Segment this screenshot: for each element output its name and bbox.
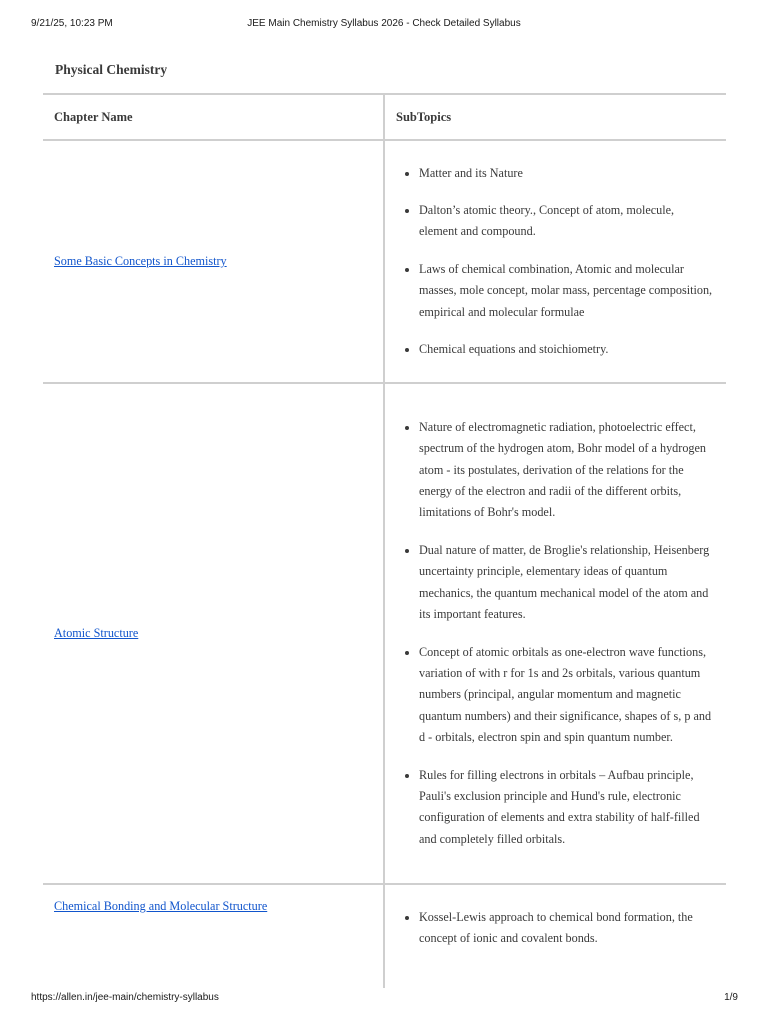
table-row: [43, 383, 726, 884]
page-number: 1/9: [724, 992, 738, 1003]
table-row: [43, 140, 726, 383]
list-item: • Rules for filling electrons in orbitals – Aufbau principle, Pauli's exclusion principle and Hund's rule, electronic configuration of elements and extra stability of half-filled and completely filled orbitals.: [419, 765, 715, 851]
print-page-title: JEE Main Chemistry Syllabus 2026 - Check Detailed Syllabus: [247, 18, 521, 29]
chapter-cell: [43, 140, 384, 383]
list-item: • Chemical equations and stoichiometry.: [419, 339, 715, 360]
list-item: • Concept of atomic orbitals as one-electron wave functions, variation of with r for 1s and 2s orbitals, various quantum numbers (principal, angular momentum and magnetic quantum numbers) and their significance, shapes of s, p and d - orbitals, electron spin and spin quantum number.: [419, 642, 715, 749]
table-header-row: [43, 94, 726, 140]
table-row: [43, 884, 726, 988]
list-item: • Nature of electromagnetic radiation, photoelectric effect, spectrum of the hydrogen atom, Bohr model of a hydrogen atom - its postulates, derivation of the relations for the energy of the electron and radii of the different orbits, limitations of Bohr's model.: [419, 417, 715, 524]
column-header-chapter: Chapter Name: [43, 94, 384, 140]
chapter-link-some-basic-concepts[interactable]: Some Basic Concepts in Chemistry: [54, 254, 227, 268]
print-datetime: 9/21/25, 10:23 PM: [31, 18, 113, 29]
chapter-link-chemical-bonding[interactable]: Chemical Bonding and Molecular Structure: [54, 899, 268, 913]
list-item: • Laws of chemical combination, Atomic and molecular masses, mole concept, molar mass, percentage composition, empirical and molecular formulae: [419, 259, 715, 323]
subtopics-cell: [384, 140, 726, 383]
chapter-cell: [43, 383, 384, 884]
subtopics-list: [396, 163, 715, 361]
print-footer: [0, 992, 768, 1008]
section-title: Physical Chemistry: [55, 62, 168, 77]
list-item: • Dalton’s atomic theory., Concept of atom, molecule, element and compound.: [419, 200, 715, 243]
list-item: • Matter and its Nature: [419, 163, 715, 184]
syllabus-table: [43, 93, 726, 988]
list-item: • Dual nature of matter, de Broglie's relationship, Heisenberg uncertainty principle, elementary ideas of quantum mechanics, the quantum mechanical model of the atom and its important features.: [419, 540, 715, 626]
subtopics-cell: [384, 884, 726, 988]
list-item: • Kossel-Lewis approach to chemical bond formation, the concept of ionic and covalent bonds.: [419, 907, 715, 950]
chapter-cell: [43, 884, 384, 988]
chapter-link-atomic-structure[interactable]: Atomic Structure: [54, 626, 139, 640]
subtopics-list: [396, 907, 715, 950]
column-header-subtopics: SubTopics: [384, 94, 726, 140]
subtopics-cell: [384, 383, 726, 884]
print-url: https://allen.in/jee-main/chemistry-syllabus: [31, 992, 219, 1003]
subtopics-list: [396, 417, 715, 850]
